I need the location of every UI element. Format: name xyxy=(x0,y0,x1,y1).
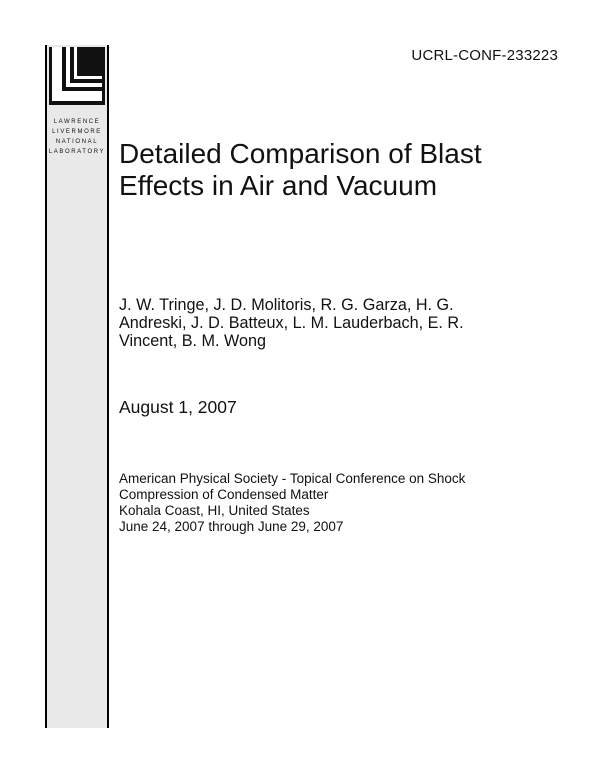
author-line: J. W. Tringe, J. D. Molitoris, R. G. Garza, H. G. xyxy=(119,296,454,314)
llnl-logo-icon xyxy=(49,47,105,105)
conference-info xyxy=(119,471,559,535)
publication-date: August 1, 2007 xyxy=(119,397,237,417)
document-title xyxy=(119,138,559,202)
conference-line: Kohala Coast, HI, United States xyxy=(119,503,310,518)
lab-name xyxy=(47,117,107,157)
lab-name-line: LIVERMORE xyxy=(52,129,102,135)
author-line: Vincent, B. M. Wong xyxy=(119,332,266,350)
conference-line: Compression of Condensed Matter xyxy=(119,487,329,502)
author-line: Andreski, J. D. Batteux, L. M. Lauderbach, E. R. xyxy=(119,314,464,332)
author-list xyxy=(119,296,559,350)
conference-line: American Physical Society - Topical Conference on Shock xyxy=(119,471,466,486)
report-number: UCRL-CONF-233223 xyxy=(411,47,558,64)
lab-name-line: NATIONAL xyxy=(55,139,99,145)
lab-name-line: LAWRENCE xyxy=(53,119,101,125)
lab-name-line: LABORATORY xyxy=(48,149,106,155)
title-line: Effects in Air and Vacuum xyxy=(119,170,438,201)
conference-line: June 24, 2007 through June 29, 2007 xyxy=(119,519,344,534)
title-line: Detailed Comparison of Blast xyxy=(119,138,482,169)
